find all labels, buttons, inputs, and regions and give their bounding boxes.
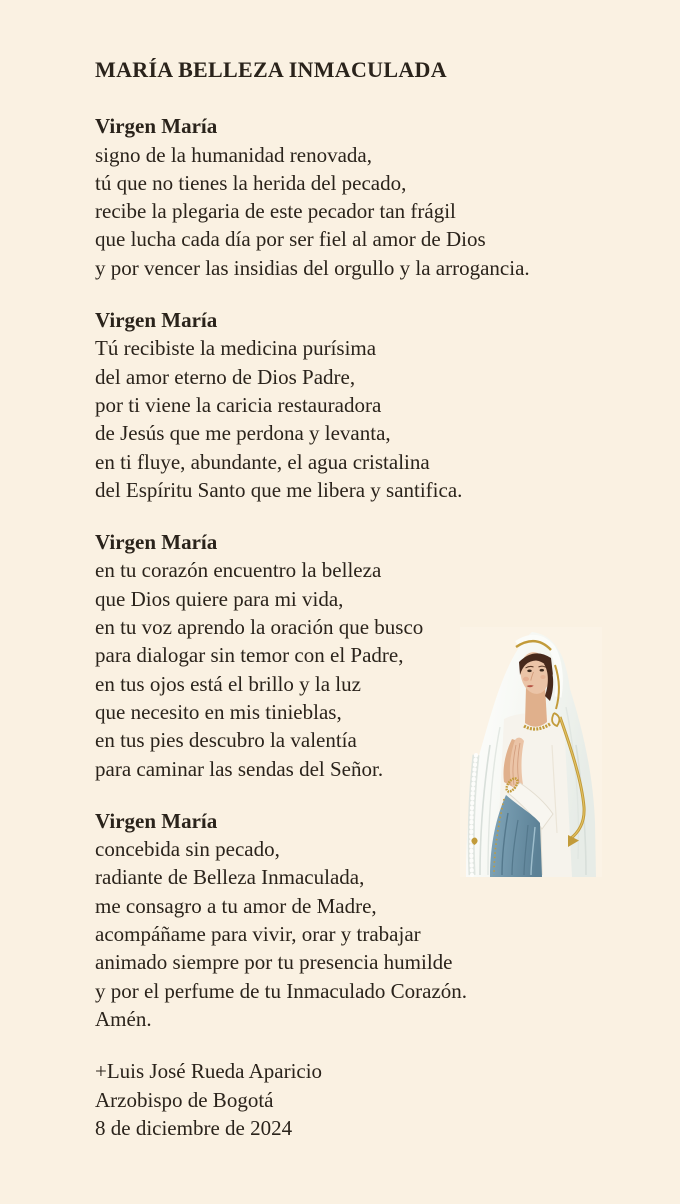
virgin-mary-statue-image (460, 627, 602, 877)
poem-line: y por vencer las insidias del orgullo y la arrogancia. (95, 255, 530, 280)
poem-line: de Jesús que me perdona y levanta, (95, 421, 391, 446)
stanza-heading: Virgen María (95, 808, 218, 833)
stanza-1 (95, 112, 615, 282)
poem-line: para caminar las sendas del Señor. (95, 756, 384, 781)
poem-line: que Dios quiere para mi vida, (95, 586, 344, 611)
stanza-heading: Virgen María (95, 114, 218, 139)
poem-line: y por el perfume de tu Inmaculado Corazón. (95, 978, 468, 1003)
poem-line: en tu voz aprendo la oración que busco (95, 615, 424, 640)
poem-line: Tú recibiste la medicina purísima (95, 336, 377, 361)
poem-line: en ti fluye, abundante, el agua cristalina (95, 449, 430, 474)
poem-line: Amén. (95, 1006, 152, 1031)
eye-left (527, 670, 531, 673)
poem-line: animado siempre por tu presencia humilde (95, 950, 453, 975)
signature-block (95, 1057, 615, 1142)
poem-line: para dialogar sin temor con el Padre, (95, 643, 404, 668)
poem-line: signo de la humanidad renovada, (95, 142, 372, 167)
poem-line: del amor eterno de Dios Padre, (95, 364, 356, 389)
signature-role: Arzobispo de Bogotá (95, 1087, 274, 1112)
signature-name: +Luis José Rueda Aparicio (95, 1059, 323, 1084)
stanza-heading: Virgen María (95, 308, 218, 333)
stanza-2 (95, 306, 615, 504)
page-title: MARÍA BELLEZA INMACULADA (95, 57, 447, 82)
stanza-heading: Virgen María (95, 530, 218, 555)
poem-line: que necesito en mis tinieblas, (95, 699, 342, 724)
poem-line: en tu corazón encuentro la belleza (95, 558, 382, 583)
signature-date: 8 de diciembre de 2024 (95, 1115, 293, 1140)
poem-line: recibe la plegaria de este pecador tan frágil (95, 199, 456, 224)
poem-line: del Espíritu Santo que me libera y santifica. (95, 477, 463, 502)
poem-line: por ti viene la caricia restauradora (95, 392, 382, 417)
text-column (95, 56, 615, 1142)
poem-line: tú que no tienes la herida del pecado, (95, 170, 407, 195)
poem-line: me consagro a tu amor de Madre, (95, 893, 377, 918)
poem-line: acompáñame para vivir, orar y trabajar (95, 922, 421, 947)
poem-line: que lucha cada día por ser fiel al amor de Dios (95, 227, 486, 252)
eye-right (540, 669, 544, 672)
poem-line: en tus pies descubro la valentía (95, 728, 357, 753)
poem-line: radiante de Belleza Inmaculada, (95, 865, 365, 890)
poem-line: concebida sin pecado, (95, 837, 280, 862)
poem-line: en tus ojos está el brillo y la luz (95, 671, 361, 696)
